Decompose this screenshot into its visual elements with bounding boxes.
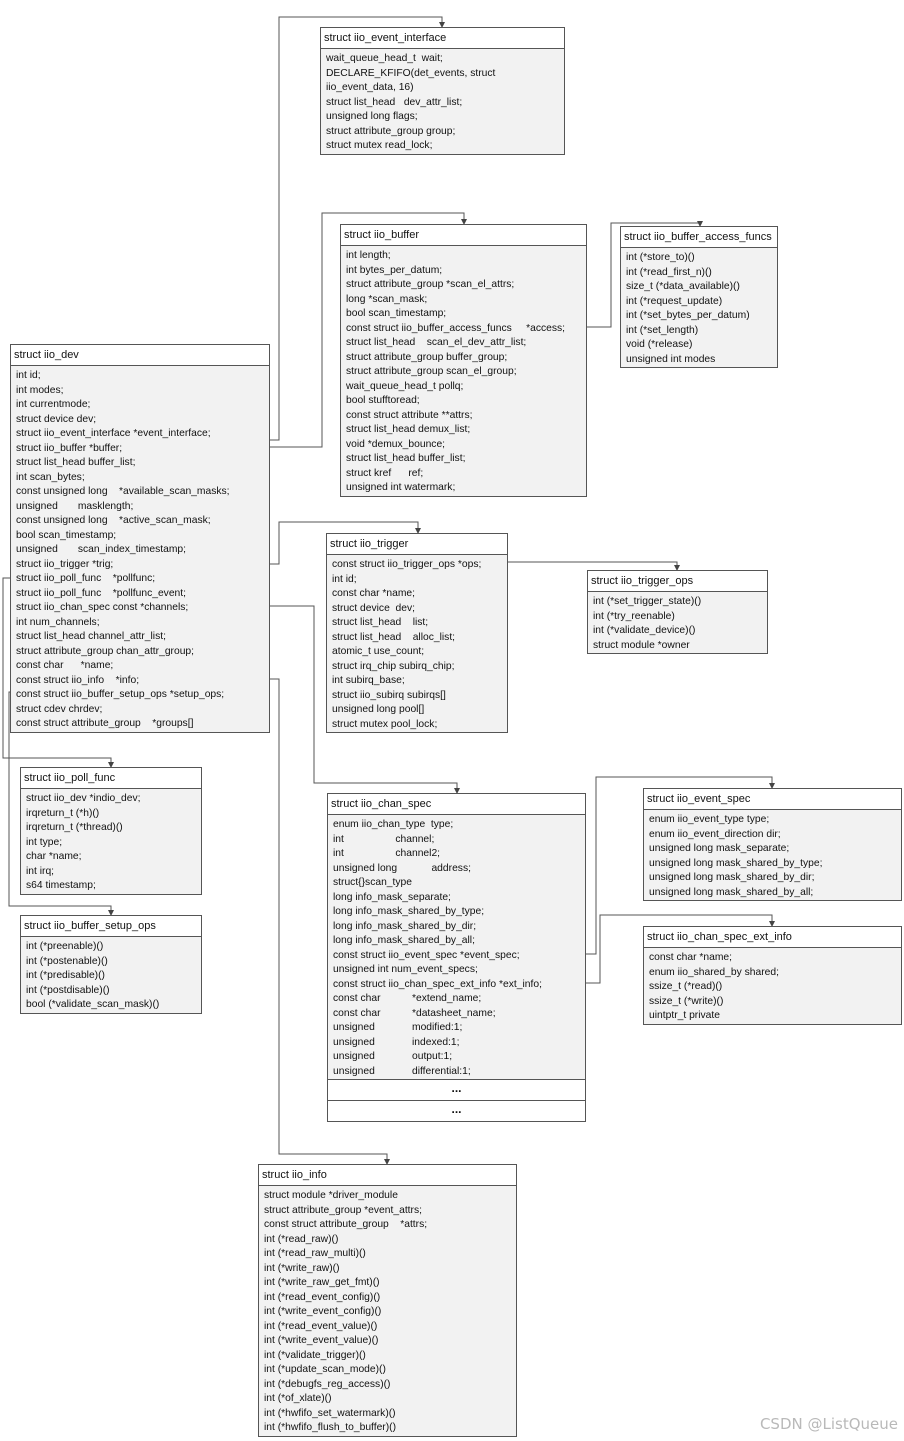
struct-iio-chan-spec-ext-info	[643, 926, 902, 1025]
struct-field: struct iio_dev *indio_dev;	[26, 793, 141, 804]
struct-field: long *scan_mask;	[346, 293, 428, 305]
struct-iio-buffer-access-funcs	[620, 226, 778, 368]
struct-field: unsigned long mask_shared_by_all;	[649, 886, 814, 898]
struct-field: int (*request_update)	[626, 295, 723, 307]
struct-field: const struct iio_buffer_setup_ops *setup_ops;	[16, 689, 225, 700]
watermark: CSDN @ListQueue	[759, 1415, 898, 1433]
link-trigger-ops	[508, 562, 677, 570]
struct-field: wait_queue_head_t wait;	[326, 53, 443, 64]
struct-field: unsigned indexed:1;	[333, 1036, 460, 1048]
struct-field: struct{}scan_type	[333, 877, 412, 888]
struct-field: int (*read_raw_multi)()	[264, 1248, 366, 1259]
struct-field: uintptr_t private	[649, 1010, 720, 1021]
struct-field: int (*read_event_config)()	[264, 1291, 381, 1303]
struct-field: unsigned differential:1;	[333, 1065, 471, 1077]
struct-field: int (*preenable)()	[26, 941, 104, 952]
struct-iio-info	[258, 1164, 517, 1437]
struct-title: struct iio_info	[259, 1165, 516, 1186]
struct-field: const struct iio_info *info;	[16, 674, 140, 686]
struct-iio-poll-func	[20, 767, 202, 895]
field-list	[327, 555, 507, 732]
struct-field: bool scan_timestamp;	[346, 308, 447, 319]
struct-field: int bytes_per_datum;	[346, 264, 443, 276]
struct-field: const struct iio_event_spec *event_spec;	[333, 949, 520, 961]
struct-iio-event-spec	[643, 788, 902, 901]
struct-field: struct device dev;	[16, 413, 97, 425]
struct-field: int (*hwfifo_set_watermark)()	[264, 1407, 396, 1419]
struct-field: struct list_head scan_el_dev_attr_list;	[346, 337, 527, 348]
struct-field: bool scan_timestamp;	[16, 529, 117, 541]
struct-field: int (*validate_device)()	[593, 625, 696, 636]
struct-field: int irq;	[26, 865, 55, 877]
struct-field: struct iio_trigger *trig;	[16, 558, 114, 570]
struct-field: struct device dev;	[332, 602, 415, 614]
struct-field: struct list_head channel_attr_list;	[16, 631, 166, 642]
struct-field: int currentmode;	[16, 399, 91, 410]
struct-field: long info_mask_shared_by_all;	[333, 935, 475, 946]
struct-field: int (*debugfs_reg_access)()	[264, 1378, 391, 1390]
struct-iio-buffer-setup-ops	[20, 915, 202, 1014]
struct-field: unsigned masklength;	[16, 500, 134, 512]
struct-field: unsigned modified:1;	[333, 1022, 463, 1033]
struct-field: irqreturn_t (*thread)()	[26, 822, 123, 833]
struct-field: int (*write_raw)()	[264, 1262, 340, 1274]
struct-iio-dev	[10, 344, 270, 733]
struct-field: const struct attribute_group *attrs;	[264, 1219, 428, 1230]
struct-field: unsigned long mask_separate;	[649, 843, 790, 854]
struct-field: unsigned long mask_shared_by_type;	[649, 857, 823, 869]
struct-field: struct attribute_group scan_el_group;	[346, 366, 517, 377]
struct-field: struct mutex pool_lock;	[332, 718, 438, 730]
struct-title: struct iio_poll_func	[21, 768, 201, 789]
struct-field: bool (*validate_scan_mask)()	[26, 999, 160, 1010]
field-list	[259, 1186, 516, 1436]
struct-field: struct list_head buffer_list;	[16, 457, 136, 468]
struct-field: int (*set_length)	[626, 324, 699, 336]
struct-field: int scan_bytes;	[16, 471, 85, 483]
struct-field: enum iio_shared_by shared;	[649, 966, 779, 978]
struct-field: const char *extend_name;	[333, 993, 482, 1004]
struct-field: int (*read_event_value)()	[264, 1320, 378, 1332]
struct-field: struct module *owner	[593, 639, 690, 651]
struct-field: struct kref ref;	[346, 467, 424, 479]
struct-field: struct attribute_group group;	[326, 125, 456, 137]
struct-field: size_t (*data_available)()	[626, 281, 740, 292]
struct-field: struct iio_poll_func *pollfunc_event;	[16, 587, 186, 599]
field-list	[11, 366, 269, 732]
struct-field: int (*of_xlate)()	[264, 1393, 332, 1404]
struct-field: int (*validate_trigger)()	[264, 1349, 366, 1361]
struct-title: struct iio_trigger	[327, 534, 507, 555]
field-list	[21, 937, 201, 1013]
struct-field: const struct iio_chan_spec_ext_info *ext_info;	[333, 978, 542, 990]
struct-field: s64 timestamp;	[26, 880, 96, 891]
struct-field: int (*hwfifo_flush_to_buffer)()	[264, 1422, 397, 1433]
struct-field: unsigned scan_index_timestamp;	[16, 544, 186, 555]
struct-field: const unsigned long *active_scan_mask;	[16, 515, 211, 526]
struct-field: int (*read_raw)()	[264, 1233, 339, 1245]
struct-title: struct iio_buffer_access_funcs	[621, 227, 777, 248]
struct-field: unsigned output:1;	[333, 1051, 453, 1062]
struct-field: int (*predisable)()	[26, 970, 105, 981]
struct-title: struct iio_chan_spec_ext_info	[644, 927, 901, 948]
struct-field: DECLARE_KFIFO(det_events, struct	[326, 67, 496, 79]
struct-field: struct iio_buffer *buffer;	[16, 442, 123, 454]
field-list	[21, 789, 201, 894]
field-list	[588, 592, 767, 653]
struct-field: int (*write_event_config)()	[264, 1306, 382, 1317]
struct-field: int id;	[16, 370, 41, 381]
struct-field: const struct attribute_group *groups[]	[16, 718, 194, 729]
struct-field: long info_mask_separate;	[333, 891, 451, 903]
struct-field: unsigned int num_event_specs;	[333, 964, 478, 975]
struct-title: struct iio_buffer_setup_ops	[21, 916, 201, 937]
more-fields-ellipsis: ...	[328, 1079, 585, 1100]
struct-field: struct attribute_group chan_attr_group;	[16, 645, 195, 657]
struct-field: struct mutex read_lock;	[326, 140, 433, 151]
struct-field: int channel;	[333, 833, 435, 845]
struct-field: int (*store_to)()	[626, 252, 695, 263]
struct-field: int (*write_raw_get_fmt)()	[264, 1277, 380, 1288]
struct-field: unsigned int modes	[626, 353, 716, 365]
struct-field: const struct iio_buffer_access_funcs *access;	[346, 322, 566, 334]
field-list	[644, 948, 901, 1024]
struct-field: struct module *driver_module	[264, 1190, 398, 1201]
struct-field: int (*try_reenable)	[593, 610, 675, 622]
struct-field: ssize_t (*read)()	[649, 981, 723, 992]
struct-field: const struct attribute **attrs;	[346, 409, 473, 421]
struct-title: struct iio_trigger_ops	[588, 571, 767, 592]
struct-field: int type;	[26, 836, 63, 848]
struct-field: enum iio_event_type type;	[649, 814, 770, 825]
field-list	[341, 246, 586, 496]
struct-field: wait_queue_head_t pollq;	[346, 380, 464, 392]
struct-field: ssize_t (*write)()	[649, 995, 724, 1007]
struct-field: int id;	[332, 573, 357, 585]
struct-title: struct iio_event_spec	[644, 789, 901, 810]
struct-field: int modes;	[16, 384, 64, 396]
struct-field: int num_channels;	[16, 616, 100, 628]
struct-field: unsigned long address;	[333, 862, 471, 874]
field-list	[621, 248, 777, 367]
struct-field: int (*set_bytes_per_datum)	[626, 310, 750, 321]
struct-iio-event-interface	[320, 27, 565, 155]
struct-field: unsigned long pool[]	[332, 704, 425, 715]
struct-field: int subirq_base;	[332, 675, 405, 686]
more-fields-ellipsis: ...	[328, 1100, 585, 1121]
struct-field: struct attribute_group *event_attrs;	[264, 1204, 422, 1216]
field-list	[328, 815, 585, 1079]
struct-field: unsigned long mask_shared_by_dir;	[649, 872, 815, 883]
struct-field: enum iio_event_direction dir;	[649, 828, 781, 840]
struct-field: enum iio_chan_type type;	[333, 819, 454, 830]
struct-field: void *demux_bounce;	[346, 438, 446, 450]
struct-field: struct iio_event_interface *event_interface;	[16, 428, 211, 439]
struct-field: struct list_head dev_attr_list;	[326, 96, 463, 108]
struct-field: const char *name;	[16, 660, 114, 671]
struct-field: struct attribute_group buffer_group;	[346, 351, 508, 363]
struct-field: int (*read_first_n)()	[626, 266, 712, 278]
struct-field: struct attribute_group *scan_el_attrs;	[346, 279, 515, 290]
struct-field: void (*release)	[626, 339, 693, 350]
struct-field: int (*postenable)()	[26, 955, 108, 967]
struct-field: const unsigned long *available_scan_masks;	[16, 486, 230, 497]
struct-field: const char *name;	[332, 588, 415, 599]
field-list	[644, 810, 901, 900]
struct-field: struct iio_poll_func *pollfunc;	[16, 573, 156, 584]
struct-field: struct iio_subirq subirqs[]	[332, 689, 446, 701]
struct-field: char *name;	[26, 851, 82, 862]
struct-title: struct iio_chan_spec	[328, 794, 585, 815]
struct-field: irqreturn_t (*h)()	[26, 807, 100, 819]
struct-iio-buffer	[340, 224, 587, 497]
struct-field: int (*set_trigger_state)()	[593, 596, 702, 607]
struct-field: struct list_head alloc_list;	[332, 631, 456, 643]
struct-field: int (*update_scan_mode)()	[264, 1364, 386, 1375]
struct-field: struct iio_chan_spec const *channels;	[16, 602, 189, 613]
struct-iio-chan-spec	[327, 793, 586, 1122]
struct-field: unsigned int watermark;	[346, 482, 456, 493]
field-list	[321, 49, 564, 154]
struct-field: bool stufftoread;	[346, 395, 420, 406]
struct-title: struct iio_dev	[11, 345, 269, 366]
struct-field: struct list_head list;	[332, 617, 429, 628]
struct-field: int (*write_event_value)()	[264, 1335, 379, 1346]
struct-title: struct iio_buffer	[341, 225, 586, 246]
struct-field: int (*postdisable)()	[26, 984, 110, 996]
struct-iio-trigger	[326, 533, 508, 733]
struct-field: unsigned long flags;	[326, 111, 418, 122]
struct-title: struct iio_event_interface	[321, 28, 564, 49]
struct-field: struct cdev chrdev;	[16, 703, 103, 715]
struct-field: const char *datasheet_name;	[333, 1007, 496, 1019]
struct-field: int length;	[346, 250, 391, 261]
struct-field: struct list_head buffer_list;	[346, 453, 466, 464]
struct-field: const char *name;	[649, 952, 732, 963]
struct-field: struct irq_chip subirq_chip;	[332, 660, 455, 672]
struct-field: const struct iio_trigger_ops *ops;	[332, 559, 482, 570]
struct-field: long info_mask_shared_by_type;	[333, 906, 485, 917]
struct-field: atomic_t use_count;	[332, 646, 425, 657]
struct-iio-trigger-ops	[587, 570, 768, 654]
struct-field: iio_event_data, 16)	[326, 82, 414, 93]
struct-field: int channel2;	[333, 848, 441, 859]
struct-field: long info_mask_shared_by_dir;	[333, 920, 477, 932]
struct-field: struct list_head demux_list;	[346, 424, 471, 435]
